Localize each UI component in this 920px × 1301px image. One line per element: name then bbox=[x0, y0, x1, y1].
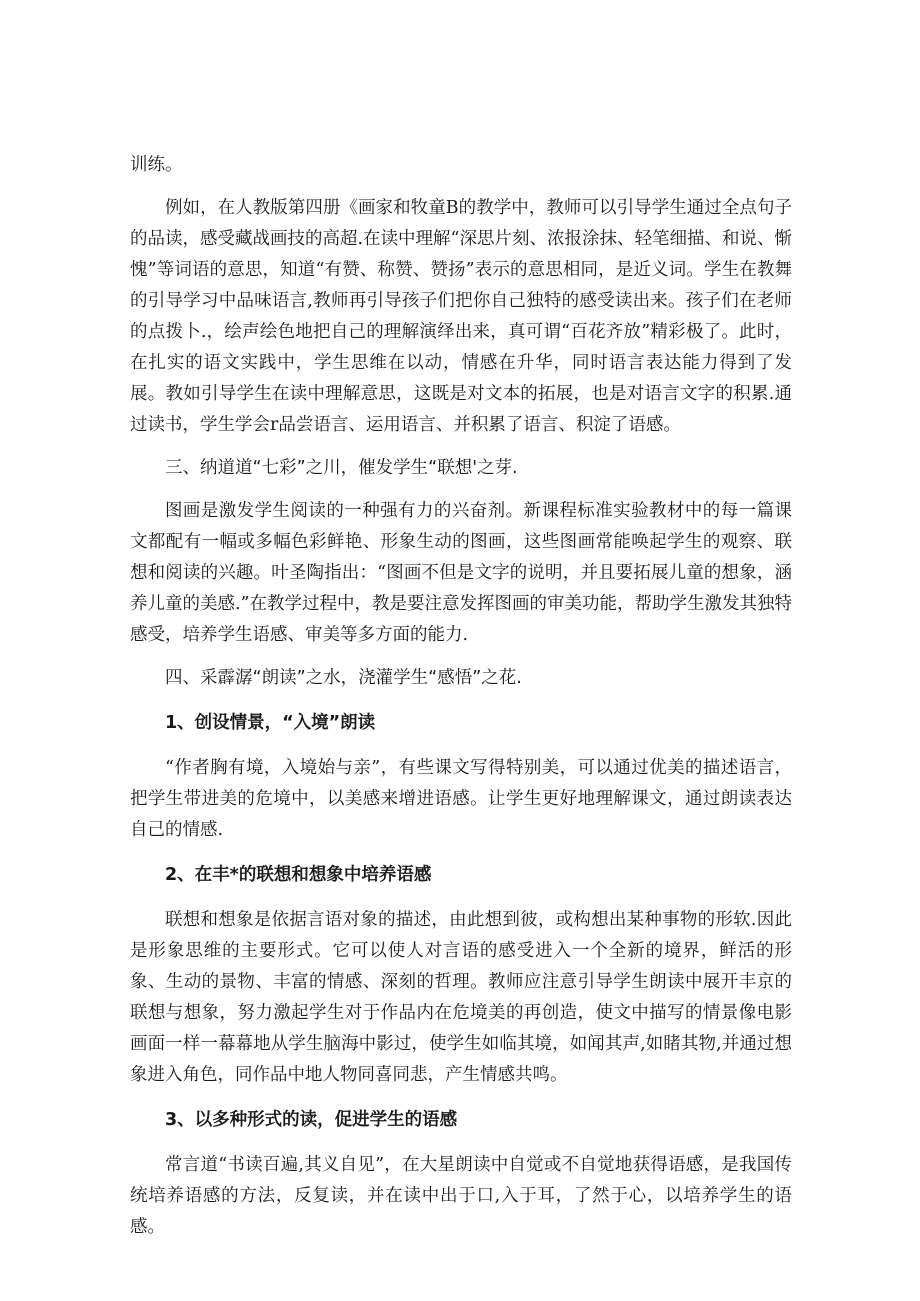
paragraph-example: 例如，在人教版第四册《画家和牧童B的教学中，教师可以引导学生通过全点句子的品读，感受藏战画技的高超.在读中理解“深思片刻、浓报涂抹、轻笔细描、和说、惭愧”等词语的意思，知道“有赞、称赞、赞扬”表示的意思相同，是近义词。学生在教舞的引导学习中品味语言,教师再引导孩子们把你自己独特的感受读出来。孩子们在老师的点拨卜.，绘声绘色地把自己的理解演绎出来，真可谓“百花齐放”精彩极了。此时，在扎实的语文实践中，学生思维在以动，情感在升华，同时语言表达能力得到了发展。教如引导学生在读中理解意思，这既是对文本的拓展，也是对语言文字的积累.通过读书，学生学会r品尝语言、运用语言、并积累了语言、积淀了语感。 bbox=[130, 198, 793, 435]
subheading-2: 2、在丰*的联想和想象中培养语感 bbox=[165, 865, 432, 885]
subheading-3: 3、以多种形式的读，促进学生的语感 bbox=[165, 1110, 458, 1130]
paragraph-reading-forms: 常言道“书读百遍,其义自见”，在大星朗读中自觉或不自觉地获得语感，是我国传统培养语感的方法，反复读，并在读中出于口,入于耳，了然于心，以培养学生的语感。 bbox=[130, 1155, 792, 1237]
subheading-1: 1、创设情景，“入境”朗读 bbox=[165, 713, 376, 733]
document-page bbox=[130, 150, 792, 1243]
section-heading-4: 四、采霹潺“朗读”之水，浇灌学生“感悟”之花. bbox=[165, 668, 522, 688]
section-heading-3: 三、纳道道“七彩”之川，催发学生“联想'之芽. bbox=[165, 458, 518, 478]
paragraph-continuation: 训练。 bbox=[130, 155, 183, 175]
paragraph-scene-reading: “作者胸有境，入境始与亲”，有些课文写得特别美，可以通过优美的描述语言，把学生带进美的危境中，以美感来增进语感。让学生更好地理解课文，通过朗读表达自己的情感. bbox=[130, 758, 792, 840]
paragraph-imagination: 联想和想象是依据言语对象的描述，由此想到彼，或构想出某种事物的形软.因此是形象思维的主要形式。它可以使人对言语的感受进入一个全新的境界，鲜活的形象、生动的景物、丰富的情感、深刻的哲理。教师应注意引导学生朗读中展开丰京的联想与想象，努力激起学生对于作品内在危境美的再创造，使文中描写的情景像电影画面一样一幕幕地从学生脑海中影过，使学生如临其境，如闻其声,如睹其物,并通过想象进入角色，同作品中地人物同喜同悲，产生情感共鸣。 bbox=[130, 910, 792, 1085]
paragraph-pictures: 图画是激发学生阅读的一种强有力的兴奋剂。新课程标准实验教材中的每一篇课文都配有一幅或多幅色彩鲜艳、形象生动的图画，这些图画常能唤起学生的观察、联想和阅读的兴趣。叶圣陶指出：“图画不但是文字的说明，并且要拓展儿童的想象，涵养儿童的美感.”在教学过程中，教是要注意发挥图画的审美功能，帮助学生激发其独特感受，培养学生语感、审美等多方面的能力. bbox=[130, 501, 793, 645]
